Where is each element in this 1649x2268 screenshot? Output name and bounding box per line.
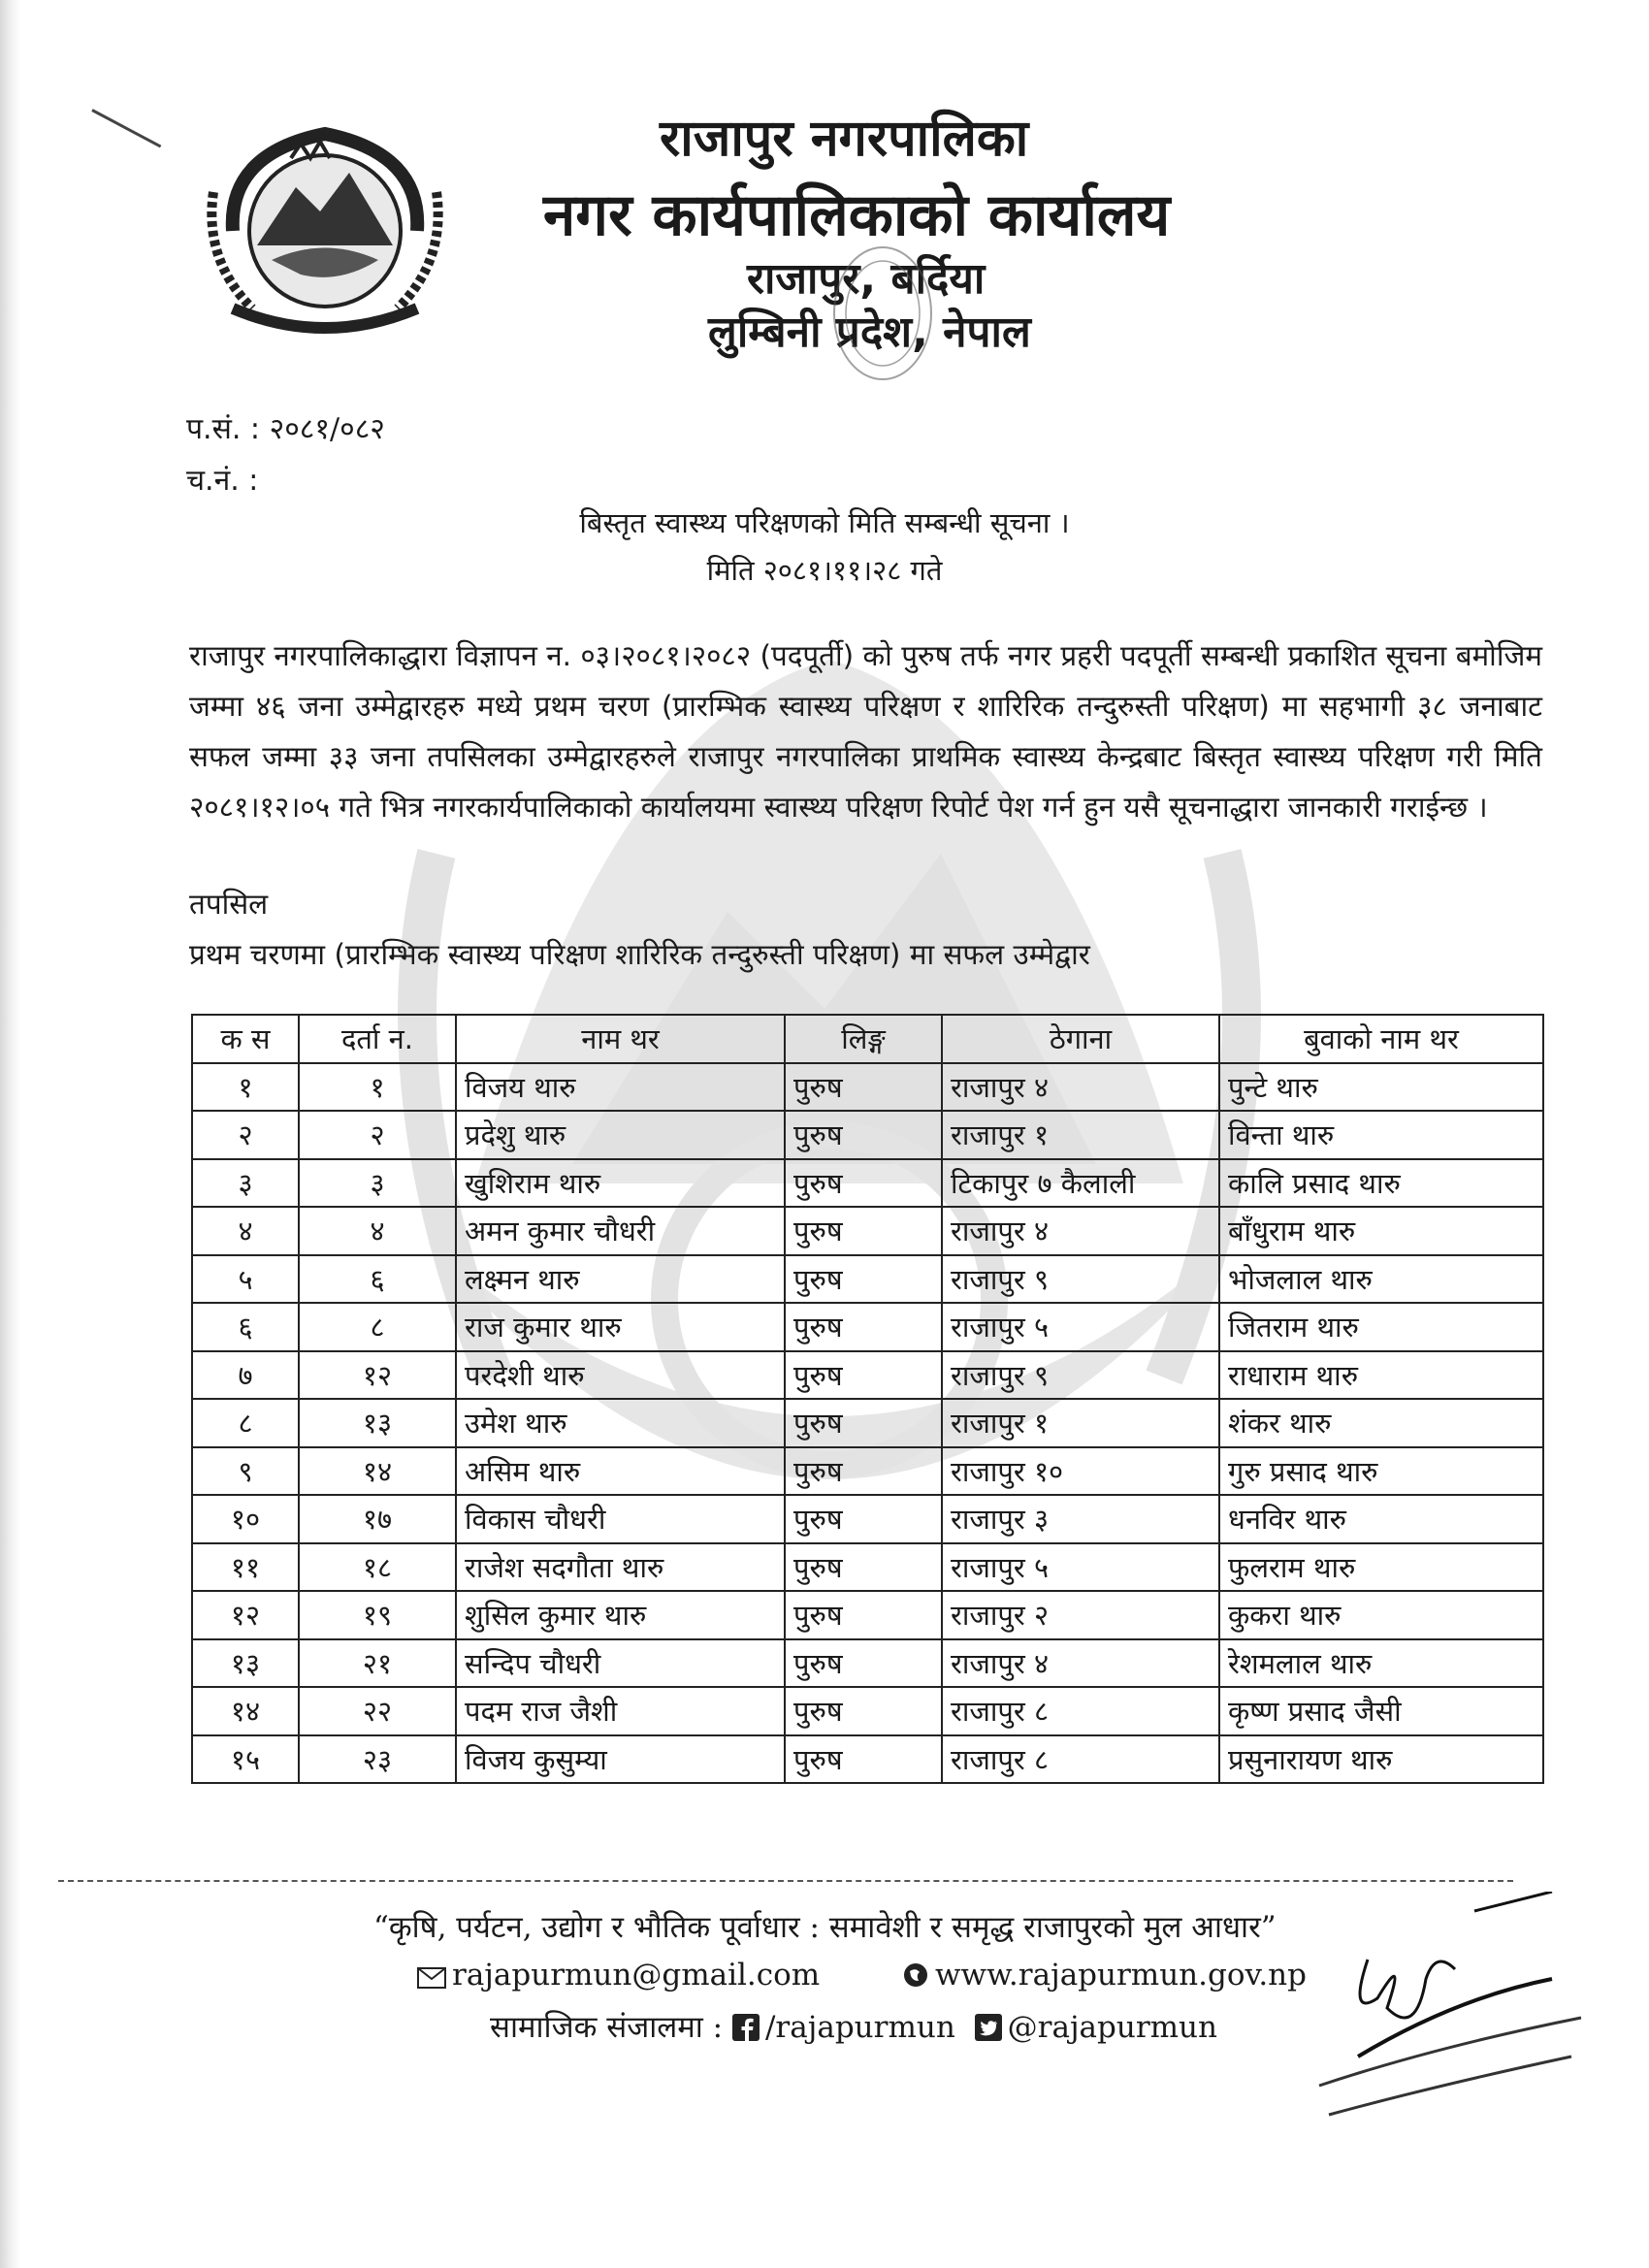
header-serial: क स xyxy=(192,1015,299,1063)
cell-address: राजापुर २ xyxy=(942,1591,1219,1639)
cell-serial: २ xyxy=(192,1111,299,1159)
cell-registration-number: ६ xyxy=(299,1255,456,1304)
cell-address: राजापुर १ xyxy=(942,1399,1219,1447)
cell-serial: ३ xyxy=(192,1159,299,1208)
cell-father-name: गुरु प्रसाद थारु xyxy=(1219,1447,1543,1496)
cell-father-name: धनविर थारु xyxy=(1219,1495,1543,1543)
cell-gender: पुरुष xyxy=(785,1159,942,1208)
cell-registration-number: ८ xyxy=(299,1303,456,1351)
cell-registration-number: २१ xyxy=(299,1639,456,1688)
cell-address: राजापुर ५ xyxy=(942,1303,1219,1351)
twitter-icon xyxy=(975,2014,1002,2041)
table-row xyxy=(192,1063,1543,1112)
cell-gender: पुरुष xyxy=(785,1447,942,1496)
cell-father-name: विन्ता थारु xyxy=(1219,1111,1543,1159)
scan-mark xyxy=(91,109,161,147)
cell-gender: पुरुष xyxy=(785,1687,942,1735)
table-row xyxy=(192,1591,1543,1639)
cell-gender: पुरुष xyxy=(785,1399,942,1447)
cell-candidate-name: लक्ष्मन थारु xyxy=(456,1255,785,1304)
cell-serial: ८ xyxy=(192,1399,299,1447)
cell-serial: ५ xyxy=(192,1255,299,1304)
social-label: सामाजिक संजालमा : xyxy=(490,2010,724,2045)
cell-father-name: फुलराम थारु xyxy=(1219,1543,1543,1592)
cell-address: राजापुर ८ xyxy=(942,1735,1219,1784)
cell-gender: पुरुष xyxy=(785,1255,942,1304)
cell-father-name: राधाराम थारु xyxy=(1219,1351,1543,1400)
footer-divider xyxy=(58,1880,1513,1882)
table-row xyxy=(192,1735,1543,1784)
cell-candidate-name: असिम थारु xyxy=(456,1447,785,1496)
signature-stamp xyxy=(1261,1892,1600,2134)
cell-registration-number: १ xyxy=(299,1063,456,1112)
cell-candidate-name: उमेश थारु xyxy=(456,1399,785,1447)
cell-serial: ९ xyxy=(192,1447,299,1496)
globe-icon xyxy=(902,1961,929,1989)
reference-label: प.सं. : xyxy=(186,412,261,446)
cell-address: राजापुर ९ xyxy=(942,1351,1219,1400)
cell-registration-number: १९ xyxy=(299,1591,456,1639)
twitter-handle[interactable]: @rajapurmun xyxy=(1007,2010,1217,2045)
cell-registration-number: २३ xyxy=(299,1735,456,1784)
list-title: प्रथम चरणमा (प्रारम्भिक स्वास्थ्य परिक्षण शारिरिक तन्दुरुस्ती परिक्षण) मा सफल उम्मेद्वार xyxy=(189,938,1090,971)
email-address[interactable]: rajapurmun@gmail.com xyxy=(452,1958,821,1993)
social-media-row xyxy=(490,2006,1217,2047)
cell-gender: पुरुष xyxy=(785,1735,942,1784)
cell-registration-number: १७ xyxy=(299,1495,456,1543)
reference-value: २०८१/०८२ xyxy=(269,412,385,446)
table-body xyxy=(192,1063,1543,1784)
cell-candidate-name: शुसिल कुमार थारु xyxy=(456,1591,785,1639)
table-row xyxy=(192,1159,1543,1208)
cell-gender: पुरुष xyxy=(785,1207,942,1255)
cell-father-name: पुन्टे थारु xyxy=(1219,1063,1543,1112)
cell-serial: ७ xyxy=(192,1351,299,1400)
cell-address: राजापुर ४ xyxy=(942,1207,1219,1255)
cell-father-name: शंकर थारु xyxy=(1219,1399,1543,1447)
cell-registration-number: १४ xyxy=(299,1447,456,1496)
cell-address: राजापुर १ xyxy=(942,1111,1219,1159)
facebook-handle[interactable]: /rajapurmun xyxy=(764,2010,955,2045)
cell-candidate-name: विजय कुसुम्या xyxy=(456,1735,785,1784)
cell-candidate-name: प्रदेशु थारु xyxy=(456,1111,785,1159)
table-row xyxy=(192,1447,1543,1496)
cell-serial: १५ xyxy=(192,1735,299,1784)
cell-gender: पुरुष xyxy=(785,1351,942,1400)
annex-label: तपसिल xyxy=(189,888,269,921)
cell-father-name: कुकरा थारु xyxy=(1219,1591,1543,1639)
cell-serial: ११ xyxy=(192,1543,299,1592)
envelope-icon xyxy=(417,1967,446,1989)
cell-address: राजापुर ८ xyxy=(942,1687,1219,1735)
notice-body: राजापुर नगरपालिकाद्धारा विज्ञापन न. ०३।२०८१।२०८२ (पदपूर्ती) को पुरुष तर्फ नगर प्रहरी पदपूर्ती सम्बन्धी प्रकाशित सूचना बमोजिम जम्मा ४६ जना उम्मेद्वारहरु मध्ये प्रथम चरण (प्रारम्भिक स्वास्थ्य परिक्षण र शारिरिक तन्दुरुस्ती परिक्षण) मा सहभागी ३८ जनाबाट सफल जम्मा ३३ जना तपसिलका उम्मेद्वारहरुले राजापुर नगरपालिका प्राथमिक स्वास्थ्य केन्द्रबाट बिस्तृत स्वास्थ्य परिक्षण गरी मिति २०८१।१२।०५ गते भित्र नगरकार्यपालिकाको कार्यालयमा स्वास्थ्य परिक्षण रिपोर्ट पेश गर्न हुन यसै सूचनाद्धारा जानकारी गराईन्छ । xyxy=(189,639,1542,824)
cell-candidate-name: विजय थारु xyxy=(456,1063,785,1112)
cell-father-name: प्रसुनारायण थारु xyxy=(1219,1735,1543,1784)
office-stamp-icon xyxy=(829,241,936,386)
cell-father-name: बाँधुराम थारु xyxy=(1219,1207,1543,1255)
table-row xyxy=(192,1687,1543,1735)
cell-serial: १२ xyxy=(192,1591,299,1639)
notice-date: मिति २०८१।११।२८ गते xyxy=(706,554,943,587)
cell-serial: १४ xyxy=(192,1687,299,1735)
header-address: ठेगाना xyxy=(942,1015,1219,1063)
notice-subject: बिस्तृत स्वास्थ्य परिक्षणको मिति सम्बन्धी सूचना । xyxy=(579,506,1070,539)
header-father-name: बुवाको नाम थर xyxy=(1219,1015,1543,1063)
cell-father-name: रेशमलाल थारु xyxy=(1219,1639,1543,1688)
cell-gender: पुरुष xyxy=(785,1063,942,1112)
footer-motto: “कृषि, पर्यटन, उद्योग र भौतिक पूर्वाधार : समावेशी र समृद्ध राजापुरको मुल आधार” xyxy=(373,1910,1277,1945)
emblem-icon xyxy=(194,114,456,347)
cell-candidate-name: पदम राज जैशी xyxy=(456,1687,785,1735)
cell-address: टिकापुर ७ कैलाली xyxy=(942,1159,1219,1208)
candidates-table xyxy=(191,1014,1544,1784)
cell-registration-number: १८ xyxy=(299,1543,456,1592)
cell-candidate-name: विकास चौधरी xyxy=(456,1495,785,1543)
table-row xyxy=(192,1639,1543,1688)
cell-candidate-name: राजेश सदगौता थारु xyxy=(456,1543,785,1592)
table-row xyxy=(192,1543,1543,1592)
website-link[interactable]: www.rajapurmun.gov.np xyxy=(935,1958,1307,1993)
table-row xyxy=(192,1399,1543,1447)
cell-registration-number: २ xyxy=(299,1111,456,1159)
website-contact xyxy=(902,1958,1307,1993)
table-header-row xyxy=(192,1015,1543,1063)
cell-address: राजापुर १० xyxy=(942,1447,1219,1496)
cell-gender: पुरुष xyxy=(785,1591,942,1639)
header-name: नाम थर xyxy=(456,1015,785,1063)
cell-address: राजापुर ५ xyxy=(942,1543,1219,1592)
cell-registration-number: ४ xyxy=(299,1207,456,1255)
office-title: नगर कार्यपालिकाको कार्यालय xyxy=(543,181,1171,249)
cell-father-name: कृष्ण प्रसाद जैसी xyxy=(1219,1687,1543,1735)
cell-gender: पुरुष xyxy=(785,1111,942,1159)
cell-address: राजापुर ९ xyxy=(942,1255,1219,1304)
cell-registration-number: २२ xyxy=(299,1687,456,1735)
table-row xyxy=(192,1207,1543,1255)
cell-father-name: भोजलाल थारु xyxy=(1219,1255,1543,1304)
table-row xyxy=(192,1495,1543,1543)
table-row xyxy=(192,1111,1543,1159)
scan-shadow xyxy=(0,0,21,2268)
table-row xyxy=(192,1303,1543,1351)
cell-serial: १३ xyxy=(192,1639,299,1688)
office-address: राजापुर, बर्दिया xyxy=(747,254,986,304)
email-contact xyxy=(417,1958,820,1993)
cell-candidate-name: खुशिराम थारु xyxy=(456,1159,785,1208)
cell-candidate-name: राज कुमार थारु xyxy=(456,1303,785,1351)
cell-registration-number: १२ xyxy=(299,1351,456,1400)
cell-address: राजापुर ४ xyxy=(942,1639,1219,1688)
table-row xyxy=(192,1351,1543,1400)
cell-serial: ६ xyxy=(192,1303,299,1351)
cell-serial: १० xyxy=(192,1495,299,1543)
facebook-icon xyxy=(732,2014,760,2041)
cell-address: राजापुर ३ xyxy=(942,1495,1219,1543)
cell-gender: पुरुष xyxy=(785,1303,942,1351)
cell-serial: ४ xyxy=(192,1207,299,1255)
cell-candidate-name: सन्दिप चौधरी xyxy=(456,1639,785,1688)
cell-gender: पुरुष xyxy=(785,1495,942,1543)
office-province: लुम्बिनी प्रदेश, नेपाल xyxy=(708,308,1031,357)
cell-father-name: जितराम थारु xyxy=(1219,1303,1543,1351)
header-registration: दर्ता न. xyxy=(299,1015,456,1063)
cell-father-name: कालि प्रसाद थारु xyxy=(1219,1159,1543,1208)
cell-candidate-name: परदेशी थारु xyxy=(456,1351,785,1400)
header-gender: लिङ्ग xyxy=(785,1015,942,1063)
cell-address: राजापुर ४ xyxy=(942,1063,1219,1112)
cell-serial: १ xyxy=(192,1063,299,1112)
cell-gender: पुरुष xyxy=(785,1543,942,1592)
reference-number xyxy=(186,407,385,447)
cell-registration-number: १३ xyxy=(299,1399,456,1447)
cell-registration-number: ३ xyxy=(299,1159,456,1208)
table-row xyxy=(192,1255,1543,1304)
office-name: राजापुर नगरपालिका xyxy=(660,110,1029,168)
cell-candidate-name: अमन कुमार चौधरी xyxy=(456,1207,785,1255)
dispatch-number-label: च.नं. : xyxy=(186,464,259,498)
cell-gender: पुरुष xyxy=(785,1639,942,1688)
